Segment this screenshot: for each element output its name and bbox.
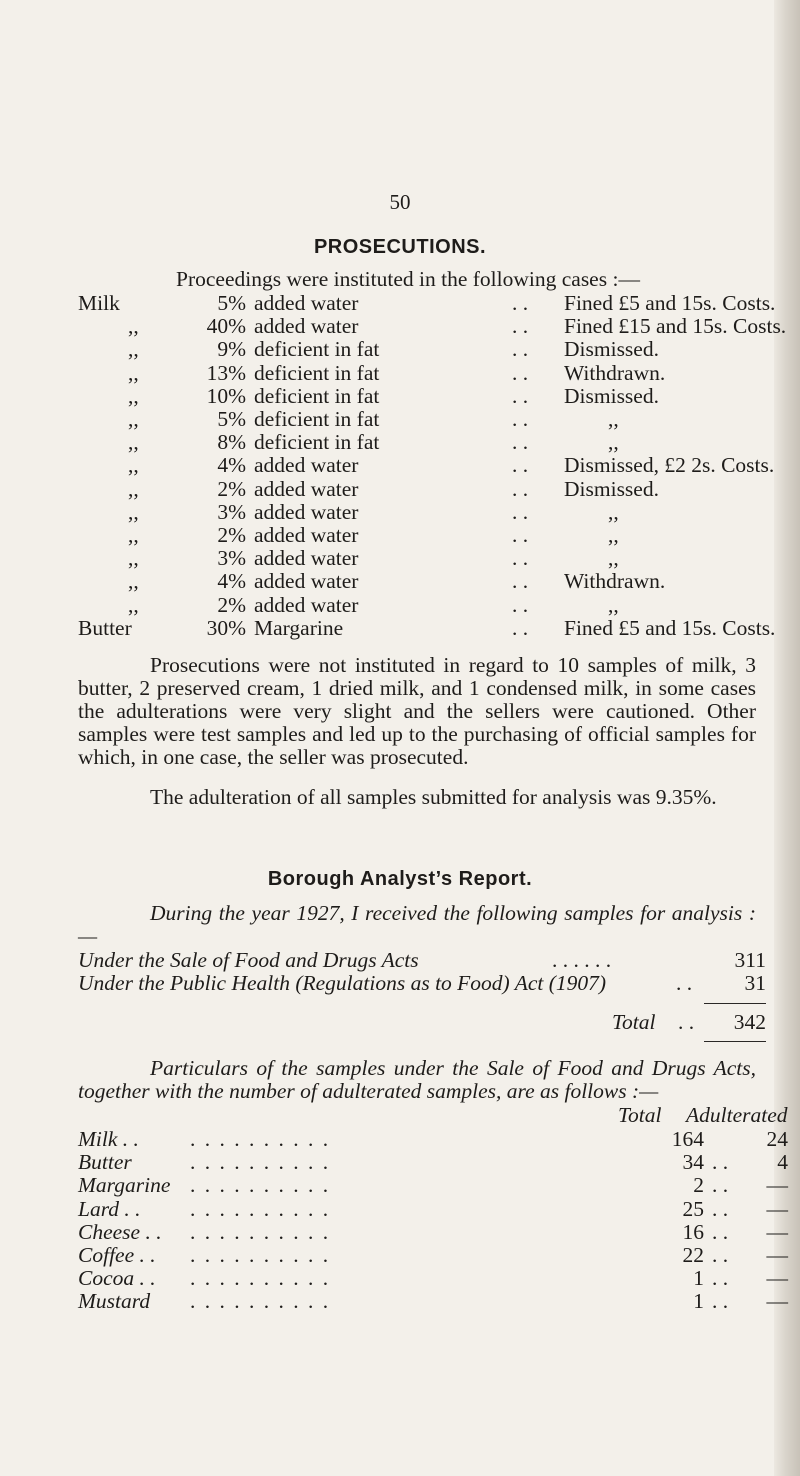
case-outcome: ,,: [608, 407, 619, 431]
case-description: added water: [254, 592, 359, 617]
case-outcome: Fined £5 and 15s. Costs.: [564, 291, 776, 315]
case-item: ,,: [128, 476, 139, 501]
sample-total: 22: [682, 1243, 704, 1267]
sample-leader-dots: . . . . . . . . . .: [190, 1219, 331, 1244]
case-percent: 2%: [217, 592, 246, 617]
prosecution-case-row: [0, 314, 800, 337]
case-leader-dots: . .: [512, 314, 529, 339]
sample-adulterated: —: [766, 1196, 788, 1221]
case-leader-dots: . .: [512, 337, 529, 362]
case-outcome: Fined £15 and 15s. Costs.: [564, 314, 787, 339]
case-percent: 4%: [217, 569, 246, 594]
prosecutions-heading: PROSECUTIONS.: [313, 236, 487, 258]
sample-food: Lard . .: [78, 1196, 141, 1221]
sample-food: Milk . .: [78, 1127, 139, 1151]
case-description: deficient in fat: [254, 360, 380, 385]
sample-total: 16: [682, 1219, 704, 1244]
case-percent: 8%: [217, 430, 246, 455]
case-outcome: ,,: [608, 592, 619, 617]
prosecutions-intro: Proceedings were instituted in the following cases :—: [176, 267, 640, 291]
sample-total: 34: [682, 1150, 704, 1175]
sample-leader-dots: . . . . . . . . . .: [190, 1173, 331, 1198]
case-item: ,,: [128, 569, 139, 594]
sample-adulterated: 4: [777, 1150, 788, 1175]
sample-adulterated: —: [766, 1219, 788, 1244]
act-label-sale-of-food: Under the Sale of Food and Drugs Acts: [78, 948, 419, 972]
sample-dots: . .: [712, 1196, 729, 1221]
total-label: Total: [612, 1010, 656, 1034]
sample-leader-dots: . . . . . . . . . .: [190, 1289, 331, 1314]
prosecution-case-row: [0, 337, 800, 360]
case-percent: 3%: [217, 546, 246, 571]
case-description: deficient in fat: [254, 430, 380, 455]
page-number: 50: [389, 190, 411, 214]
case-description: added water: [254, 291, 359, 315]
case-description: added water: [254, 499, 359, 524]
particulars-intro: Particulars of the samples under the Sale of Food and Drugs Acts, together with the number of adulterated samples, are as follows :—: [78, 1056, 756, 1103]
case-leader-dots: . .: [512, 592, 529, 617]
sample-adulterated: —: [766, 1243, 788, 1267]
sample-food: Coffee . .: [78, 1243, 156, 1267]
sample-adulterated: —: [766, 1266, 788, 1291]
prosecutions-paragraph: Prosecutions were not instituted in regard to 10 samples of milk, 3 butter, 2 preserved cream, 1 dried milk, and 1 condensed milk, in some cases the adulterations were very slight and the sellers were cautioned. Other samples were test samples and led up to the purchasing of official samples for which, in one case, the seller was prosecuted.: [78, 653, 756, 769]
prosecution-case-row: [0, 546, 800, 569]
prosecution-case-row: [0, 569, 800, 592]
case-item: ,,: [128, 337, 139, 362]
case-outcome: Dismissed.: [564, 476, 659, 501]
analyst-intro: During the year 1927, I received the following samples for analysis :—: [78, 901, 756, 948]
case-item: ,,: [128, 360, 139, 385]
case-item: ,,: [128, 407, 139, 431]
sample-dots: . .: [712, 1266, 729, 1291]
case-leader-dots: . .: [512, 615, 529, 640]
case-leader-dots: . .: [512, 476, 529, 501]
act-value-sale-of-food: 311: [734, 948, 766, 972]
prosecution-case-row: [0, 361, 800, 384]
sample-row: [0, 1127, 800, 1150]
case-percent: 5%: [217, 291, 246, 315]
case-item: ,,: [128, 499, 139, 524]
sample-row: [0, 1266, 800, 1289]
sample-row: [0, 1150, 800, 1173]
sample-leader-dots: . . . . . . . . . .: [190, 1127, 331, 1151]
case-outcome: ,,: [608, 499, 619, 524]
case-leader-dots: . .: [512, 453, 529, 478]
case-description: added water: [254, 453, 359, 478]
case-description: deficient in fat: [254, 337, 380, 362]
case-outcome: Withdrawn.: [564, 569, 666, 594]
case-item: ,,: [128, 314, 139, 339]
sample-adulterated: —: [766, 1173, 788, 1198]
total-rule-top: [704, 1003, 766, 1004]
sample-adulterated: 24: [766, 1127, 788, 1151]
case-item: ,,: [128, 430, 139, 455]
case-description: added water: [254, 314, 359, 339]
prosecution-case-row: [0, 384, 800, 407]
case-outcome: Dismissed.: [564, 337, 659, 362]
sample-dots: . .: [712, 1173, 729, 1198]
case-percent: 2%: [217, 523, 246, 547]
case-item: ,,: [128, 546, 139, 571]
case-description: deficient in fat: [254, 407, 380, 431]
sample-leader-dots: . . . . . . . . . .: [190, 1266, 331, 1291]
case-outcome: ,,: [608, 430, 619, 455]
case-item: ,,: [128, 453, 139, 478]
case-percent: 30%: [206, 615, 246, 640]
case-leader-dots: . .: [512, 407, 529, 431]
case-leader-dots: . .: [512, 430, 529, 455]
sample-total: 1: [693, 1289, 704, 1314]
sample-dots: . .: [712, 1219, 729, 1244]
case-item: Milk: [78, 291, 120, 315]
act-label-public-health: Under the Public Health (Regulations as to Food) Act (1907): [78, 971, 607, 995]
adulteration-rate-paragraph: The adulteration of all samples submitted for analysis was 9.35%.: [150, 785, 717, 809]
sample-total: 2: [693, 1173, 704, 1198]
column-header-adulterated: Adulterated: [686, 1103, 788, 1127]
act-value-public-health: 31: [744, 971, 766, 995]
case-leader-dots: . .: [512, 499, 529, 524]
prosecution-case-row: [0, 407, 800, 430]
sample-leader-dots: . . . . . . . . . .: [190, 1150, 331, 1175]
case-item: Butter: [78, 615, 132, 640]
total-rule-bottom: [704, 1041, 766, 1042]
case-description: added water: [254, 476, 359, 501]
act-leaders-public-health: . .: [676, 971, 693, 995]
case-percent: 9%: [217, 337, 246, 362]
sample-food: Margarine: [78, 1173, 171, 1198]
case-leader-dots: . .: [512, 523, 529, 547]
prosecution-case-row: [0, 453, 800, 476]
column-header-total: Total: [618, 1103, 662, 1127]
case-item: ,,: [128, 523, 139, 547]
prosecution-case-row: [0, 523, 800, 546]
case-description: Margarine: [254, 615, 344, 640]
sample-dots: . .: [712, 1243, 729, 1267]
case-leader-dots: . .: [512, 291, 529, 315]
case-percent: 10%: [206, 383, 246, 408]
sample-row: [0, 1220, 800, 1243]
case-leader-dots: . .: [512, 360, 529, 385]
sample-adulterated: —: [766, 1289, 788, 1314]
sample-row: [0, 1197, 800, 1220]
case-outcome: Fined £5 and 15s. Costs.: [564, 615, 776, 640]
sample-dots: . .: [712, 1150, 729, 1175]
analyst-report-heading: Borough Analyst’s Report.: [267, 868, 533, 890]
case-outcome: Dismissed.: [564, 383, 659, 408]
act-leaders-sale-of-food: . . . . . .: [552, 948, 612, 972]
sample-dots: . .: [712, 1289, 729, 1314]
case-percent: 4%: [217, 453, 246, 478]
prosecution-case-row: [0, 291, 800, 314]
prosecution-case-row: [0, 477, 800, 500]
prosecution-case-row: [0, 430, 800, 453]
sample-leader-dots: . . . . . . . . . .: [190, 1196, 331, 1221]
case-percent: 40%: [206, 314, 246, 339]
case-percent: 3%: [217, 499, 246, 524]
case-outcome: Dismissed, £2 2s. Costs.: [564, 453, 775, 478]
prosecution-case-row: [0, 616, 800, 639]
prosecution-case-row: [0, 593, 800, 616]
total-value: 342: [733, 1010, 766, 1034]
case-percent: 2%: [217, 476, 246, 501]
case-leader-dots: . .: [512, 383, 529, 408]
total-leaders: . .: [678, 1010, 695, 1034]
sample-total: 1: [693, 1266, 704, 1291]
case-description: deficient in fat: [254, 383, 380, 408]
sample-row: [0, 1243, 800, 1266]
sample-row: [0, 1289, 800, 1312]
sample-food: Cheese . .: [78, 1219, 162, 1244]
case-percent: 5%: [217, 407, 246, 431]
case-leader-dots: . .: [512, 569, 529, 594]
case-description: added water: [254, 523, 359, 547]
sample-food: Cocoa . .: [78, 1266, 156, 1291]
sample-total: 164: [671, 1127, 704, 1151]
sample-food: Mustard: [78, 1289, 151, 1314]
case-description: added water: [254, 546, 359, 571]
sample-food: Butter: [78, 1150, 132, 1175]
prosecution-case-row: [0, 500, 800, 523]
sample-total: 25: [682, 1196, 704, 1221]
case-leader-dots: . .: [512, 546, 529, 571]
sample-leader-dots: . . . . . . . . . .: [190, 1243, 331, 1267]
case-outcome: ,,: [608, 546, 619, 571]
case-percent: 13%: [206, 360, 246, 385]
case-item: ,,: [128, 383, 139, 408]
case-outcome: ,,: [608, 523, 619, 547]
sample-row: [0, 1173, 800, 1196]
case-item: ,,: [128, 592, 139, 617]
case-description: added water: [254, 569, 359, 594]
case-outcome: Withdrawn.: [564, 360, 666, 385]
